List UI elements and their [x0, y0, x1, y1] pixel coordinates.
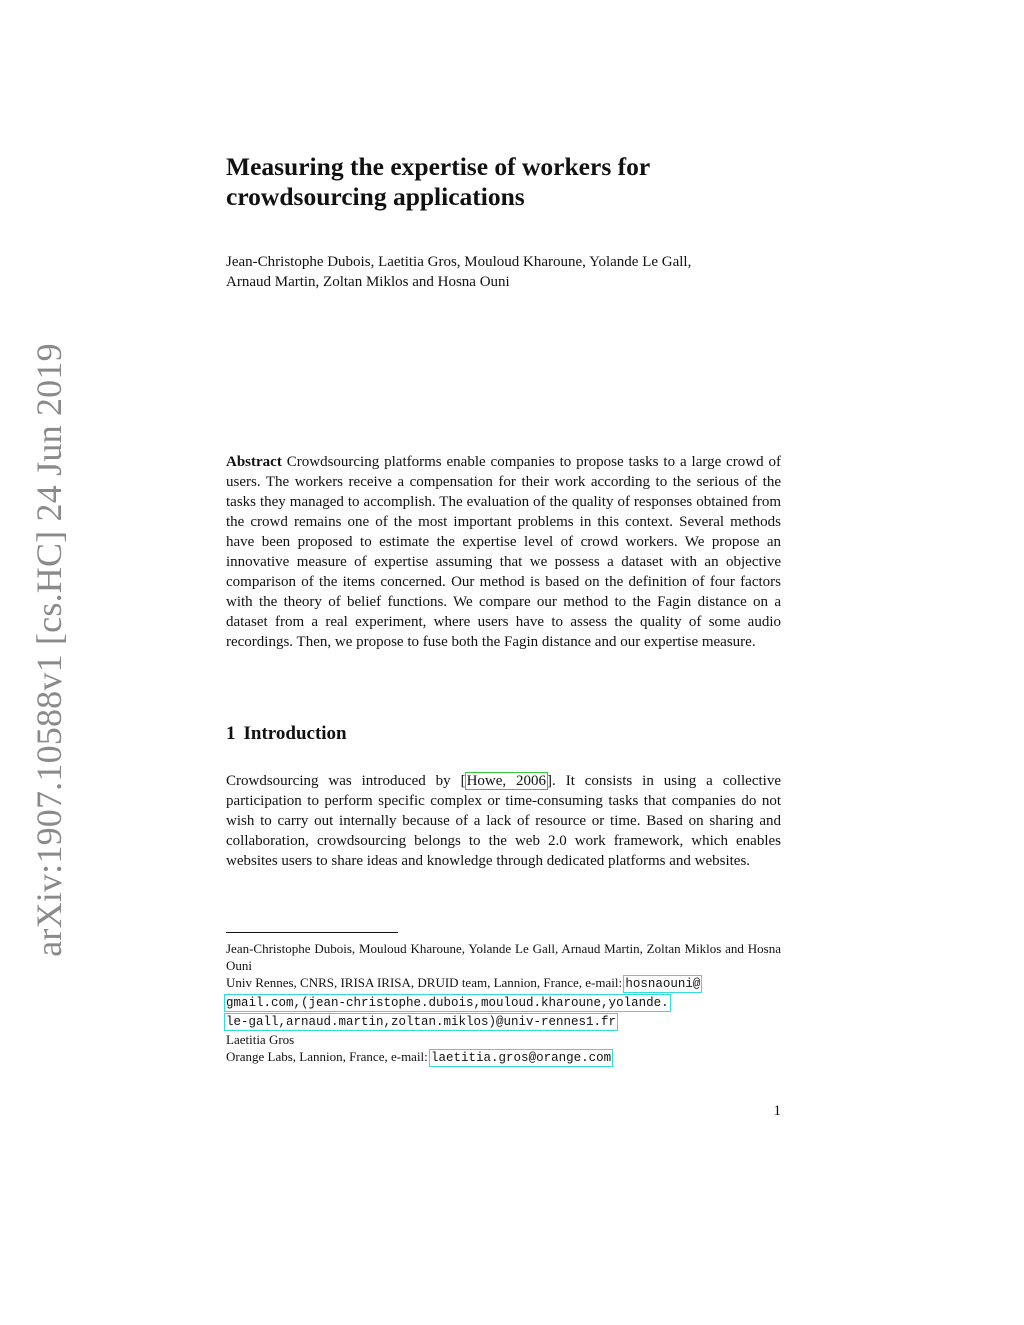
intro-text-after-citation: ]. It consists in using a collective participation to perform specific complex or time-consuming tasks that companies do not wish to carry out internally because of a lack of resource or time. Based on sharing and collaboration, crowdsourcing belongs to the web 2.0 work framework, which enables websites users to share ideas and knowledge through dedicated platforms and websites. [226, 773, 781, 869]
intro-text-before-citation: Crowdsourcing was introduced by [ [226, 773, 466, 789]
email-link-laetitia-gros[interactable]: laetitia.gros@orange.com [431, 1051, 612, 1065]
page-number: 1 [773, 1103, 781, 1119]
footnote-affiliation-1 [226, 940, 781, 1031]
footnote-2-affiliation [226, 1048, 781, 1067]
paper-title-line-2: crowdsourcing applications [226, 182, 525, 211]
footnote-1-affiliation-text: Univ Rennes, CNRS, IRISA IRISA, DRUID team, Lannion, France, e-mail: [226, 975, 626, 990]
footnote-2-affiliation-text: Orange Labs, Lannion, France, e-mail: [226, 1049, 432, 1064]
footnote-divider [226, 932, 398, 933]
footnote-affiliation-2 [226, 1031, 781, 1067]
email-link-hosnaouni[interactable]: hosnaouni@ [625, 977, 701, 991]
paper-title-line-1: Measuring the expertise of workers for [226, 152, 651, 181]
author-list-line-2: Arnaud Martin, Zoltan Miklos and Hosna Ouni [226, 274, 510, 290]
author-list [226, 252, 781, 292]
arxiv-identifier-stamp: arXiv:1907.10588v1 [cs.HC] 24 Jun 2019 [29, 343, 69, 957]
footnote-1-names: Jean-Christophe Dubois, Mouloud Kharoune, Yolande Le Gall, Arnaud Martin, Zoltan Miklos and Hosna Ouni [226, 941, 781, 973]
author-list-line-1: Jean-Christophe Dubois, Laetitia Gros, Mouloud Kharoune, Yolande Le Gall, [226, 254, 692, 270]
section-number: 1 [226, 723, 236, 744]
section-heading-introduction [226, 722, 781, 746]
email-link-group-line-3[interactable]: le-gall,arnaud.martin,zoltan.miklos)@univ-rennes1.fr [226, 1015, 617, 1029]
footnote-2-name: Laetitia Gros [226, 1032, 295, 1047]
footnote-1-affiliation [226, 974, 781, 1031]
citation-link-howe-2006[interactable]: Howe, 2006 [466, 773, 547, 789]
paper-title [226, 152, 781, 212]
section-title: Introduction [243, 723, 347, 744]
email-link-group-line-2[interactable]: gmail.com,(jean-christophe.dubois,mouloud.kharoune,yolande. [226, 996, 669, 1010]
abstract-text: Crowdsourcing platforms enable companies to propose tasks to a large crowd of users. The workers receive a compensation for their work according to the serious of the tasks they managed to accomplish. The evaluation of the quality of responses obtained from the crowd remains one of the most important problems in this context. Several methods have been proposed to estimate the expertise level of crowd workers. We propose an innovative measure of expertise assuming that we possess a dataset with an objective comparison of the items concerned. Our method is based on the definition of four factors with the theory of belief functions. We compare our method to the Fagin distance on a dataset from a real experiment, where users have to assess the quality of some audio recordings. Then, we propose to fuse both the Fagin distance and our expertise measure. [226, 454, 782, 650]
abstract [226, 452, 781, 652]
introduction-paragraph [226, 771, 781, 871]
abstract-label: Abstract [226, 454, 282, 470]
